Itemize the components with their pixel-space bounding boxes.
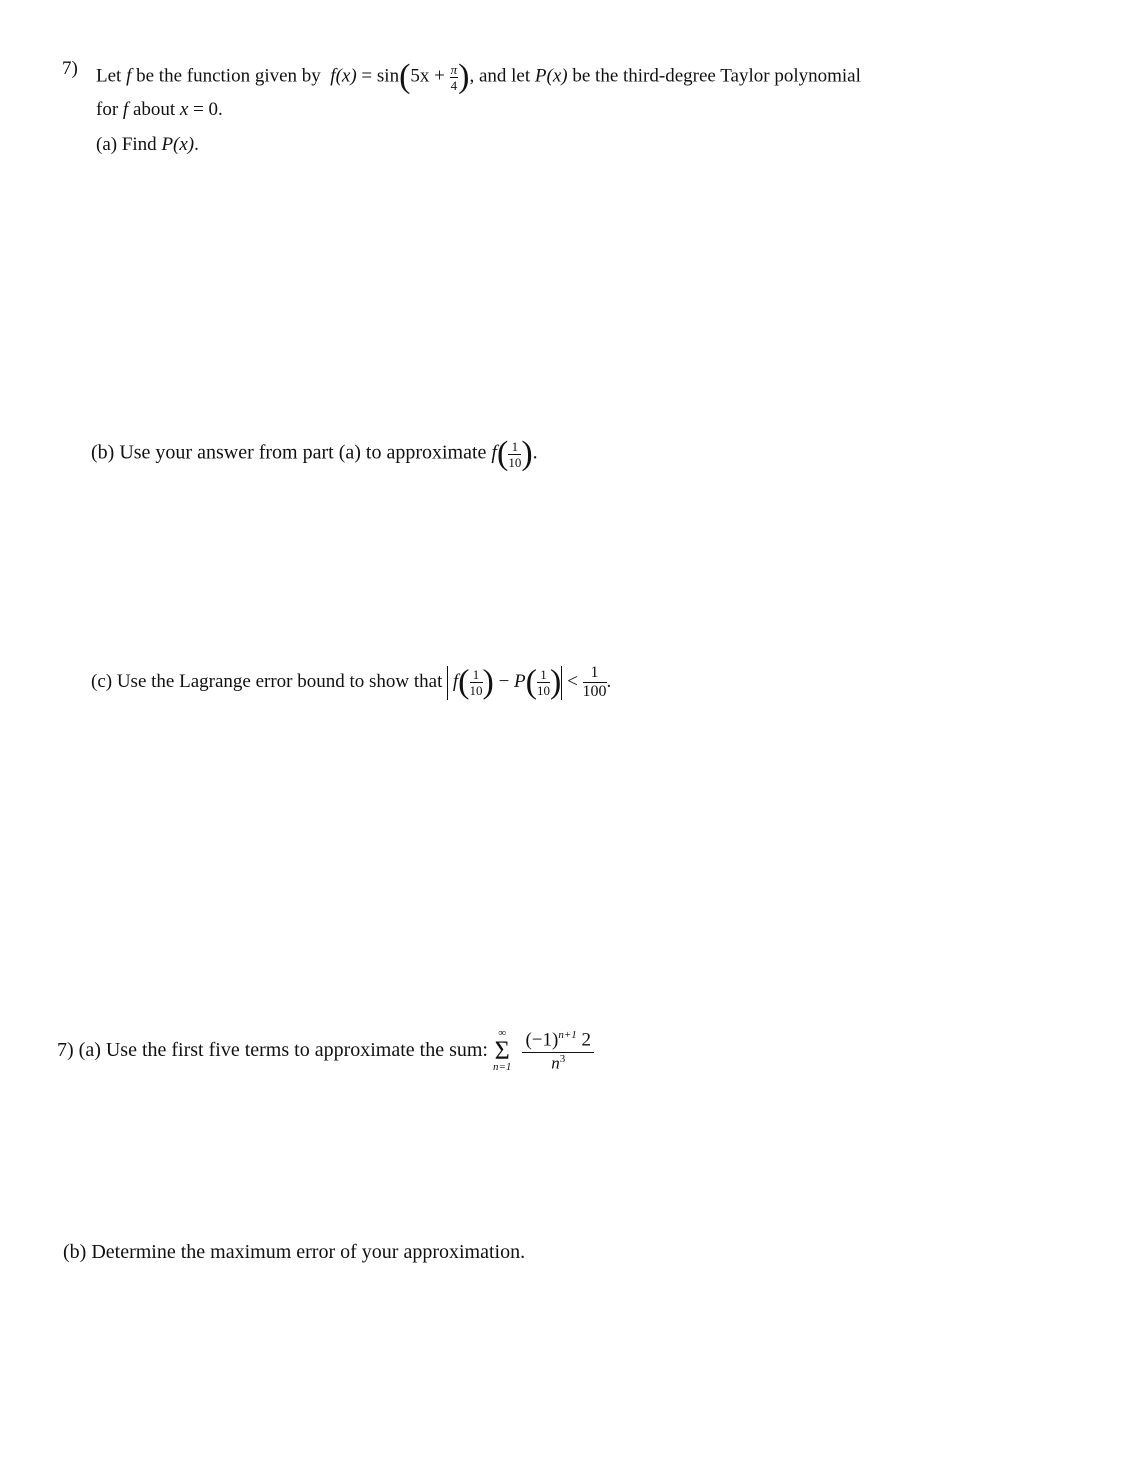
part-c-minus: − bbox=[498, 670, 510, 692]
part-c-paren-2: ) bbox=[482, 663, 494, 701]
part-c-frac2-den: 10 bbox=[536, 683, 550, 698]
problem1-statement-line1 bbox=[96, 60, 861, 94]
part-c-fraction-1 bbox=[470, 668, 483, 697]
function-lhs: f(x) bbox=[330, 65, 357, 87]
taylor-poly-name: P(x) bbox=[534, 65, 568, 87]
part-c-f: f bbox=[452, 670, 459, 692]
fraction-numerator: 1 bbox=[508, 440, 521, 455]
part-c-P: P bbox=[514, 670, 526, 692]
sin-operator: sin bbox=[376, 65, 400, 87]
four-denominator: 4 bbox=[450, 77, 458, 93]
arg-5x: 5x bbox=[410, 65, 430, 87]
problem1-statement-line2 bbox=[96, 99, 223, 121]
part-c-paren-4: ) bbox=[549, 663, 562, 701]
part-b-right-paren: ) bbox=[521, 435, 533, 472]
bound-denominator: 100 bbox=[582, 683, 607, 700]
function-f-ref: f bbox=[122, 99, 129, 120]
bound-numerator: 1 bbox=[583, 665, 607, 683]
summation bbox=[493, 1028, 511, 1073]
part-c-fraction-2 bbox=[537, 668, 550, 697]
part-c-paren-3: ( bbox=[525, 663, 537, 701]
problem-number: 7) bbox=[62, 58, 78, 79]
pi-over-4-fraction bbox=[450, 63, 459, 92]
series-term-numerator bbox=[522, 1030, 594, 1052]
abs-bar-left bbox=[447, 666, 448, 700]
part-a-question bbox=[96, 134, 199, 156]
equals-sign: = bbox=[361, 65, 373, 87]
denominator-exponent: 3 bbox=[559, 1052, 566, 1065]
and-let-text: , and let bbox=[469, 65, 531, 87]
intro-given-by: be the function given by bbox=[136, 65, 321, 87]
one-tenth-fraction bbox=[508, 440, 521, 469]
series-term-denominator bbox=[522, 1053, 594, 1072]
part-a-label: (a) Find bbox=[96, 134, 157, 155]
equals-zero: = 0. bbox=[193, 99, 223, 120]
for-word: for bbox=[96, 99, 119, 120]
part-c-frac1-num: 1 bbox=[470, 668, 483, 683]
denominator-base: n bbox=[551, 1053, 560, 1073]
part-c-question bbox=[91, 665, 611, 700]
part-b-period: . bbox=[532, 441, 538, 464]
right-paren: ) bbox=[458, 58, 470, 95]
pi-numerator: π bbox=[450, 61, 458, 77]
part-a-period: . bbox=[194, 134, 199, 155]
numerator-exponent: n+1 bbox=[558, 1029, 577, 1042]
problem2-part-a bbox=[57, 1028, 594, 1073]
third-degree-text: be the third-degree Taylor polynomial bbox=[572, 65, 861, 87]
problem2-part-a-text: 7) (a) Use the first five terms to approximate the sum: bbox=[57, 1039, 488, 1062]
part-b-left-paren: ( bbox=[496, 435, 509, 472]
numerator-base: (−1) bbox=[525, 1029, 559, 1051]
part-c-frac2-num: 1 bbox=[537, 668, 550, 683]
part-b-question bbox=[91, 437, 538, 471]
part-c-paren-1: ( bbox=[458, 663, 470, 701]
sigma-lower-limit: n=1 bbox=[493, 1061, 512, 1074]
about-word: about bbox=[132, 99, 176, 120]
abs-bar-right bbox=[561, 666, 562, 700]
one-hundredth-fraction bbox=[583, 665, 607, 700]
less-than-sign: < bbox=[567, 670, 578, 692]
part-c-period: . bbox=[606, 670, 612, 692]
sigma-symbol: Σ bbox=[494, 1036, 510, 1065]
series-term-fraction bbox=[522, 1030, 594, 1071]
plus-sign: + bbox=[434, 65, 445, 87]
part-c-frac1-den: 10 bbox=[469, 683, 483, 698]
part-b-f: f bbox=[491, 441, 497, 464]
part-a-px: P(x) bbox=[161, 134, 195, 155]
sigma-upper-limit: ∞ bbox=[498, 1027, 507, 1039]
intro-let: Let bbox=[96, 65, 122, 87]
left-paren: ( bbox=[399, 58, 411, 95]
problem2-part-b: (b) Determine the maximum error of your approximation. bbox=[63, 1241, 526, 1263]
function-name-f: f bbox=[126, 65, 132, 87]
part-b-text: (b) Use your answer from part (a) to approximate bbox=[91, 441, 487, 464]
x-variable: x bbox=[179, 99, 189, 120]
numerator-tail: 2 bbox=[576, 1029, 591, 1051]
part-c-text: (c) Use the Lagrange error bound to show that bbox=[91, 670, 443, 692]
fraction-denominator: 10 bbox=[508, 454, 522, 470]
